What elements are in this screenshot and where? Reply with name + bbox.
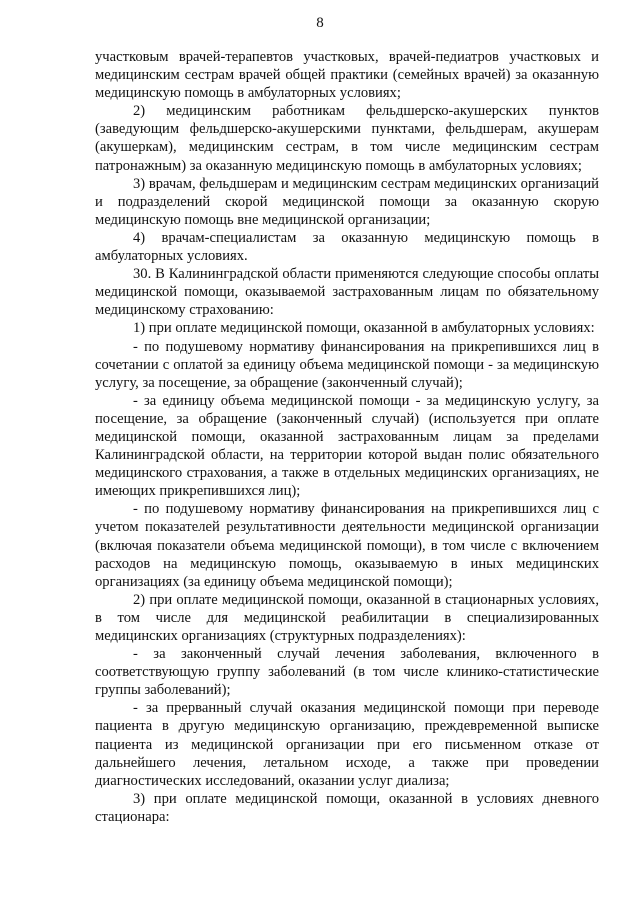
page-number: 8 [316, 15, 324, 31]
paragraph-item-2: 2) медицинским работникам фельдшерско-акушерских пунктов (заведующим фельдшерско-акушерскими пунктами, фельдшерам, акушерам (акушеркам), медицинским сестрам, в том числе медицинским сестрам патронажным) за оказанную медицинскую помощь в амбулаторных условиях; [95, 103, 599, 174]
paragraph-outpatient-method-2: - за единицу объема медицинской помощи - за медицинскую услугу, за посещение, за обращение (законченный случай) (используется при оплате медицинской помощи, оказанной застрахованным лицам за пределами Калининградской области, на территории которой выдан полис обязательного медицинского страхования, а также в отдельных медицинских организациях, не имеющих прикрепившихся лиц); [95, 392, 599, 500]
paragraph-item-4: 4) врачам-специалистам за оказанную медицинскую помощь в амбулаторных условиях. [95, 229, 599, 265]
paragraph-inpatient-method-2: - за прерванный случай оказания медицинской помощи при переводе пациента в другую медицинскую организацию, преждевременной выписке пациента из медицинской организации при его письменном отказе от дальнейшего лечения, летальном исходе, а также при проведении диагностических исследований, оказании услуг диализа; [95, 700, 599, 789]
paragraph-day-hospital: 3) при оплате медицинской помощи, оказанной в условиях дневного стационара: [95, 790, 599, 825]
document-body [95, 48, 599, 826]
paragraph-outpatient-method-1: - по подушевому нормативу финансирования на прикрепившихся лиц в сочетании с оплатой за единицу объема медицинской помощи - за медицинскую услугу, за посещение, за обращение (законченный случай); [95, 338, 599, 391]
paragraph-section-30: 30. В Калининградской области применяются следующие способы оплаты медицинской помощи, оказываемой застрахованным лицам по обязательному медицинскому страхованию: [95, 266, 599, 319]
paragraph-continuation: участковым врачей-терапевтов участковых, врачей-педиатров участковых и медицинским сестрам врачей общей практики (семейных врачей) за оказанную медицинскую помощь в амбулаторных условиях; [95, 49, 599, 102]
paragraph-inpatient-method-1: - за законченный случай лечения заболевания, включенного в соответствующую группу заболеваний (в том числе клинико-статистические группы заболеваний); [95, 646, 599, 699]
paragraph-inpatient: 2) при оплате медицинской помощи, оказанной в стационарных условиях, в том числе для медицинской реабилитации в специализированных медицинских организациях (структурных подразделениях): [95, 591, 599, 644]
paragraph-outpatient: 1) при оплате медицинской помощи, оказанной в амбулаторных условиях: [133, 320, 595, 337]
paragraph-item-3: 3) врачам, фельдшерам и медицинским сестрам медицинских организаций и подразделений скорой медицинской помощи за оказанную скорую медицинскую помощь вне медицинской организации; [95, 175, 599, 228]
paragraph-outpatient-method-3: - по подушевому нормативу финансирования на прикрепившихся лиц с учетом показателей результативности деятельности медицинской организации (включая показатели объема медицинской помощи), в том числе с включением расходов на медицинскую помощь, оказываемую в иных медицинских организациях (за единицу объема медицинской помощи); [95, 501, 599, 590]
